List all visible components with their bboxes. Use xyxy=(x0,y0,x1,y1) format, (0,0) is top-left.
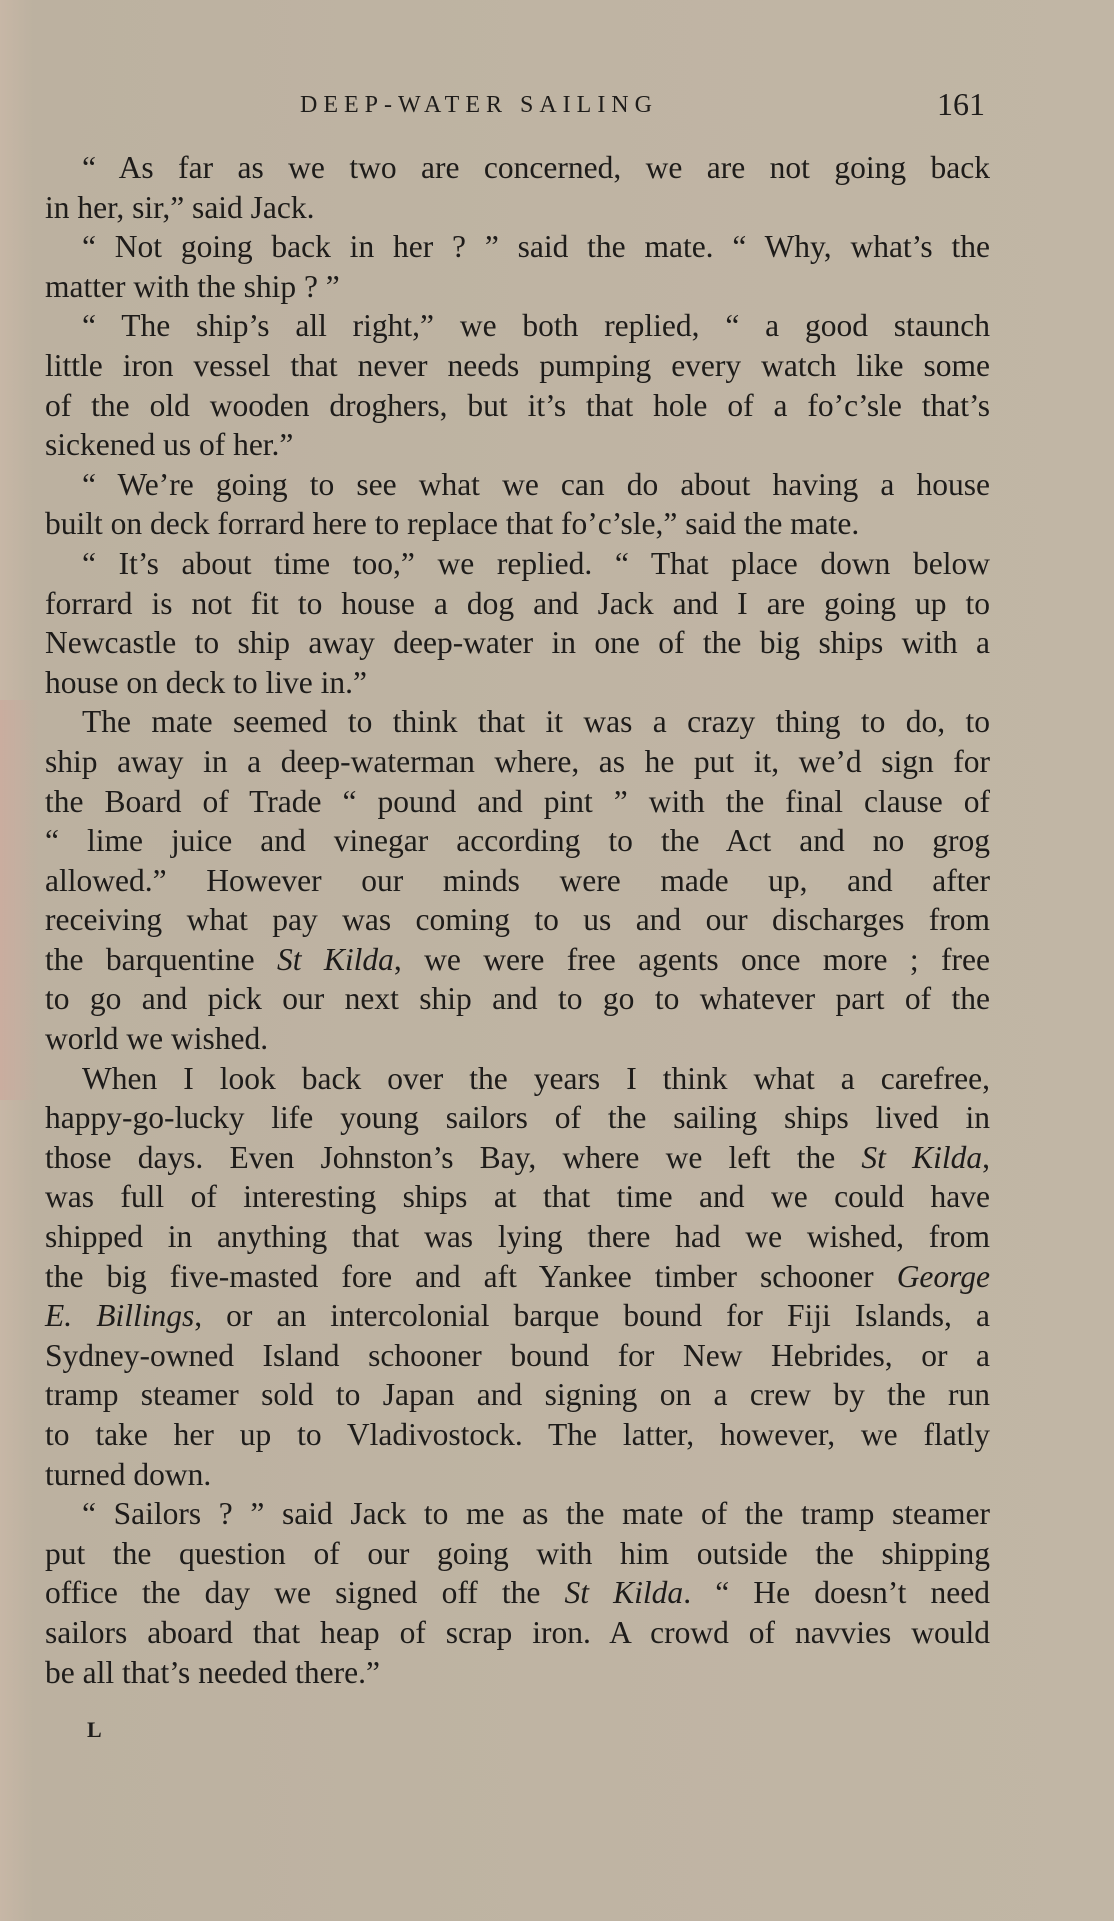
text-line: allowed.” However our minds were made up, and after xyxy=(45,862,990,898)
text-line: Newcastle to ship away deep-water in one of the big ships with a xyxy=(45,625,990,661)
paragraph xyxy=(45,702,990,1058)
paragraph xyxy=(45,1059,990,1495)
text-line: E. Billings, or an intercolonial barque bound for Fiji Islands, a xyxy=(45,1298,990,1334)
text-line: The mate seemed to think that it was a crazy thing to do, to xyxy=(82,704,990,740)
text-line: “ We’re going to see what we can do about having a house xyxy=(82,466,990,502)
body-text xyxy=(45,148,990,1692)
text-line: little iron vessel that never needs pumping every watch like some xyxy=(45,347,990,383)
running-header xyxy=(0,86,1114,126)
text-line: be all that’s needed there.” xyxy=(45,1654,380,1690)
paragraph xyxy=(45,227,990,306)
text-line: “ Not going back in her ? ” said the mate. “ Why, what’s the xyxy=(82,229,990,265)
running-title: DEEP-WATER SAILING xyxy=(300,92,658,118)
text-line: the barquentine St Kilda, we were free agents once more ; free xyxy=(45,941,990,977)
text-line: happy-go-lucky life young sailors of the sailing ships lived in xyxy=(45,1100,990,1136)
text-line: matter with the ship ? ” xyxy=(45,268,340,304)
paragraph xyxy=(45,465,990,544)
text-line: of the old wooden droghers, but it’s that hole of a fo’c’sle that’s xyxy=(45,387,990,423)
text-line: “ lime juice and vinegar according to the Act and no grog xyxy=(45,823,990,859)
paragraph xyxy=(45,148,990,227)
paragraph xyxy=(45,1494,990,1692)
page-number: 161 xyxy=(937,86,985,122)
text-line: “ The ship’s all right,” we both replied, “ a good staunch xyxy=(82,308,990,344)
text-line: ship away in a deep-waterman where, as he put it, we’d sign for xyxy=(45,743,990,779)
text-line: “ It’s about time too,” we replied. “ That place down below xyxy=(82,545,990,581)
text-line: forrard is not fit to house a dog and Jack and I are going up to xyxy=(45,585,990,621)
text-line: to go and pick our next ship and to go to whatever part of the xyxy=(45,981,990,1017)
text-line: “ Sailors ? ” said Jack to me as the mate of the tramp steamer xyxy=(82,1496,990,1532)
paragraph xyxy=(45,544,990,702)
text-line: built on deck forrard here to replace that fo’c’sle,” said the mate. xyxy=(45,506,860,542)
text-line: to take her up to Vladivostock. The latter, however, we flatly xyxy=(45,1417,990,1452)
text-line: office the day we signed off the St Kilda. “ He doesn’t need xyxy=(45,1575,991,1611)
text-line: turned down. xyxy=(45,1456,212,1492)
text-line: the big five-masted fore and aft Yankee timber schooner George xyxy=(45,1258,990,1294)
page-edge-stain xyxy=(0,700,40,1100)
text-line: “ As far as we two are concerned, we are not going back xyxy=(82,150,990,185)
text-line: world we wished. xyxy=(45,1021,269,1057)
text-line: in her, sir,” said Jack. xyxy=(45,189,315,225)
text-line: tramp steamer sold to Japan and signing on a crew by the run xyxy=(45,1377,990,1413)
text-line: those days. Even Johnston’s Bay, where we left the St Kilda, xyxy=(45,1139,990,1175)
text-line: was full of interesting ships at that time and we could have xyxy=(45,1179,990,1215)
text-line: put the question of our going with him outside the shipping xyxy=(45,1535,990,1571)
text-line: shipped in anything that was lying there had we wished, from xyxy=(45,1219,990,1255)
text-line: the Board of Trade “ pound and pint ” with the final clause of xyxy=(45,783,990,819)
signature-mark: L xyxy=(87,1717,102,1742)
text-line: sailors aboard that heap of scrap iron. A crowd of navvies would xyxy=(45,1614,990,1650)
text-line: receiving what pay was coming to us and our discharges from xyxy=(45,902,990,938)
text-line: house on deck to live in.” xyxy=(45,664,367,700)
text-line: sickened us of her.” xyxy=(45,427,294,463)
text-line: When I look back over the years I think what a carefree, xyxy=(82,1060,990,1096)
text-line: Sydney-owned Island schooner bound for New Hebrides, or a xyxy=(45,1337,990,1373)
paragraph xyxy=(45,306,990,464)
